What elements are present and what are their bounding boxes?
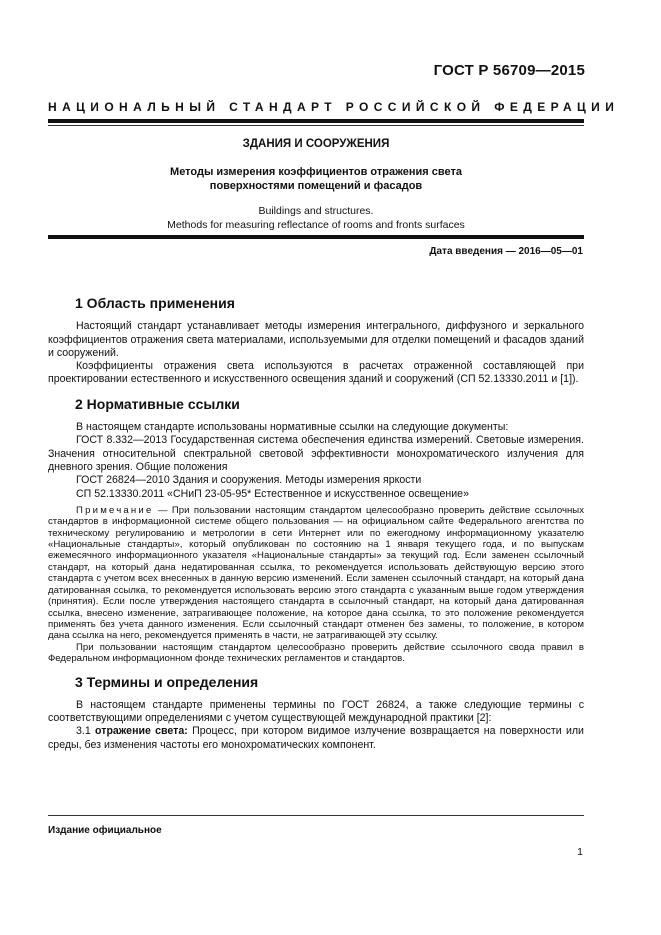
page-number: 1 xyxy=(577,846,583,858)
subtitle-line-1: Методы измерения коэффициентов отражения света xyxy=(170,166,462,178)
section-1-paragraph-1: Настоящий стандарт устанавливает методы измерения интегрального, диффузного и зеркального коэффициентов отражения света материалами, используемыми для отделки помещений и фасадов зданий и сооружений. xyxy=(48,320,584,359)
document-body xyxy=(48,297,584,752)
term-3-1 xyxy=(48,725,584,752)
note-label: Примечание xyxy=(76,504,154,516)
reference-sp-52: СП 52.13330.2011 «СНиП 23-05-95* Естественное и искусственное освещение» xyxy=(76,487,469,500)
title-bottom-rule xyxy=(48,235,584,239)
edition-label: Издание официальное xyxy=(48,825,162,836)
english-title xyxy=(48,204,584,232)
introduction-date: Дата введения — 2016—05—01 xyxy=(429,246,583,257)
section-1-heading: 1 Область применения xyxy=(75,295,235,311)
section-3-heading: 3 Термины и определения xyxy=(75,673,259,690)
note-paragraph xyxy=(48,505,584,642)
term-number: 3.1 xyxy=(76,725,91,738)
section-3-paragraph-1: В настоящем стандарте применены термины по ГОСТ 26824, а также следующие термины с соответствующими определениями с учетом существующей международной практики [2]: xyxy=(48,698,584,725)
term-name: отражение света: xyxy=(95,725,188,738)
document-title: ЗДАНИЯ И СООРУЖЕНИЯ xyxy=(242,138,390,150)
section-2-heading: 2 Нормативные ссылки xyxy=(75,395,240,412)
term-definition: Процесс, при котором видимое излучение возвращается на поверхности или среды, без изменения частоты его монохроматических компонент. xyxy=(48,725,584,751)
reference-gost-26824: ГОСТ 26824—2010 Здания и сооружения. Методы измерения яркости xyxy=(76,474,422,487)
top-rule-thin xyxy=(48,125,584,126)
gost-number: ГОСТ Р 56709—2015 xyxy=(433,62,585,79)
reference-gost-8-332: ГОСТ 8.332—2013 Государственная система обеспечения единства измерений. Световые измерения. Значения относительной спектральной световой эффективности монохроматического излучения для дневного зрения. Общие положения xyxy=(48,434,584,473)
english-title-line-2: Methods for measuring reflectance of rooms and fronts surfaces xyxy=(167,219,465,231)
national-standard-heading: НАЦИОНАЛЬНЫЙ СТАНДАРТ РОССИЙСКОЙ ФЕДЕРАЦИИ xyxy=(48,100,620,114)
top-rule xyxy=(48,119,584,123)
note-paragraph-2: При пользовании настоящим стандартом целесообразно проверить действие ссылочного свода правил в Федеральном информационном фонде технических регламентов и стандартов. xyxy=(48,641,584,665)
section-2-paragraph-1: В настоящем стандарте использованы нормативные ссылки на следующие документы: xyxy=(76,421,509,434)
subtitle-line-2: поверхностями помещений и фасадов xyxy=(209,180,423,192)
document-subtitle xyxy=(48,165,584,193)
footer-rule xyxy=(48,815,584,816)
section-1-paragraph-2: Коэффициенты отражения света используются в расчетах отраженной составляющей при проектировании естественного и искусственного освещения зданий и сооружений (СП 52.13330.2011 и [1]). xyxy=(48,360,584,386)
english-title-line-1: Buildings and structures. xyxy=(258,205,374,217)
note-text: — При пользовании настоящим стандартом целесообразно проверить действие ссылочных стандартов в информационной системе общего пользования — на официальном сайте Федерального агентства по техническому регулированию и метрологии в сети Интернет или по ежегодному информационному указателю «Национальные стандарты», который опубликован по состоянию на 1 января текущего года, и по выпускам ежемесячного информационного указателя «Национальные стандарты» за текущий год. Если заменен ссылочный стандарт, на который дана недатированная ссылка, то рекомендуется использовать действующую версию этого стандарта с учетом всех внесенных в данную версию изменений. Если заменен ссылочный стандарт, на который дана датированная ссылка, то рекомендуется использовать версию этого стандарта с указанным выше годом утверждения (принятия). Если после утверждения настоящего стандарта в ссылочный стандарт, на который дана датированная ссылка, внесено изменение, затрагивающее положение, на которое дана ссылка, то это положение рекомендуется применять без учета данного изменения. Если ссылочный стандарт отменен без замены, то положение, в котором дана ссылка на него, рекомендуется применять в части, не затрагивающей эту ссылку. xyxy=(48,504,585,642)
